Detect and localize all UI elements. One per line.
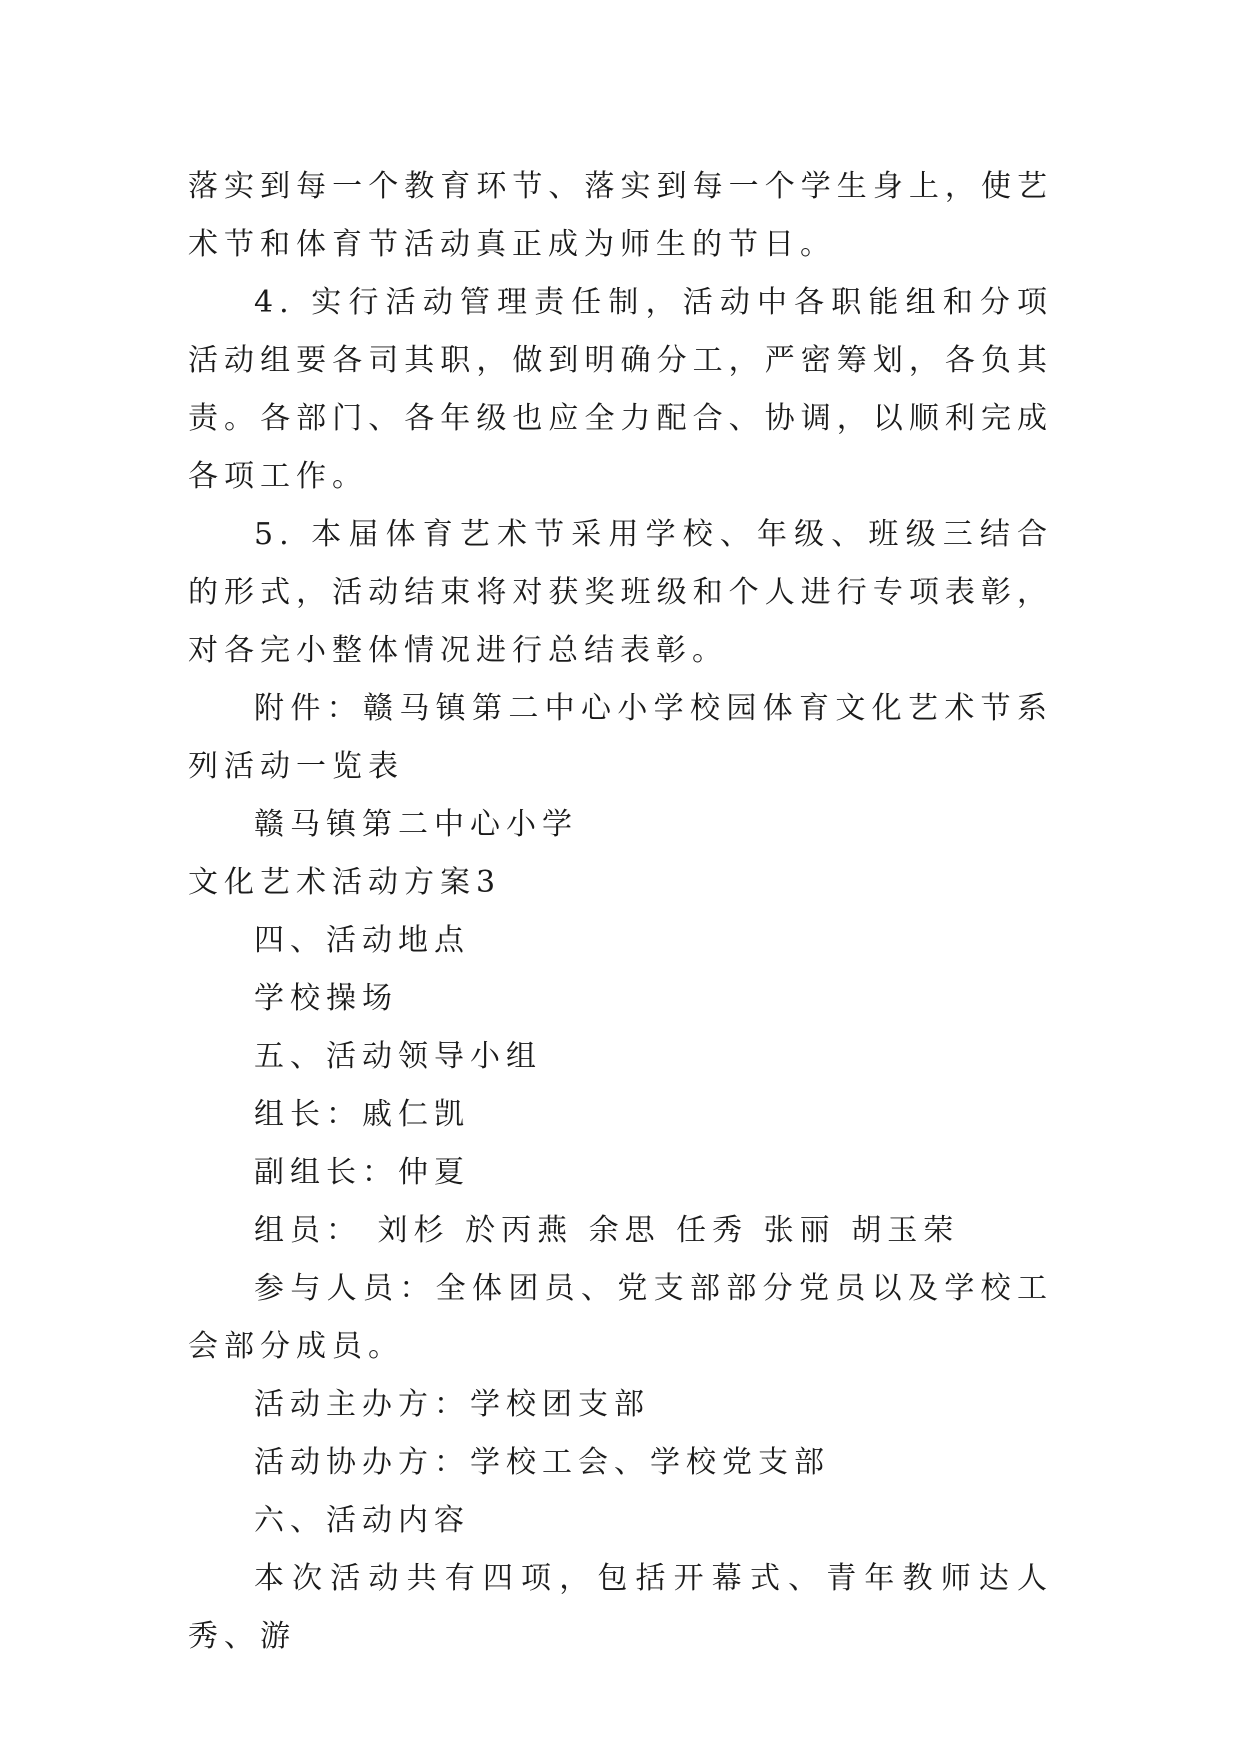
paragraph-continuation: 落实到每一个教育环节、落实到每一个学生身上，使艺术节和体育节活动真正成为师生的节日。: [188, 169, 1053, 262]
co-organizer-line: 活动协办方：学校工会、学校党支部: [254, 1445, 830, 1480]
heading-location: 四、活动地点: [254, 923, 470, 958]
school-signature: 赣马镇第二中心小学: [254, 807, 578, 842]
content-paragraph: 本次活动共有四项，包括开幕式、青年教师达人秀、游: [188, 1561, 1053, 1654]
heading-leadership: 五、活动领导小组: [254, 1039, 542, 1074]
paragraph-item-4: 4. 实行活动管理责任制，活动中各职能组和分项活动组要各司其职，做到明确分工，严密筹划，各负其责。各部门、各年级也应全力配合、协调，以顺利完成各项工作。: [188, 285, 1053, 494]
document-body: [188, 158, 1053, 1666]
paragraph-attachment: 附件：赣马镇第二中心小学校园体育文化艺术节系列活动一览表: [188, 691, 1053, 784]
vice-leader-line: 副组长：仲夏: [254, 1155, 470, 1190]
participants-line: 参与人员：全体团员、党支部部分党员以及学校工会部分成员。: [188, 1271, 1053, 1364]
members-line: 组员： 刘杉 於丙燕 余思 任秀 张丽 胡玉荣: [254, 1213, 960, 1248]
paragraph-item-5: 5. 本届体育艺术节采用学校、年级、班级三结合的形式，活动结束将对获奖班级和个人进行专项表彰，对各完小整体情况进行总结表彰。: [188, 517, 1053, 668]
organizer-line: 活动主办方：学校团支部: [254, 1387, 650, 1422]
heading-content: 六、活动内容: [254, 1503, 470, 1538]
location-value: 学校操场: [254, 981, 398, 1016]
leader-line: 组长：戚仁凯: [254, 1097, 470, 1132]
section-title: 文化艺术活动方案3: [188, 865, 502, 900]
